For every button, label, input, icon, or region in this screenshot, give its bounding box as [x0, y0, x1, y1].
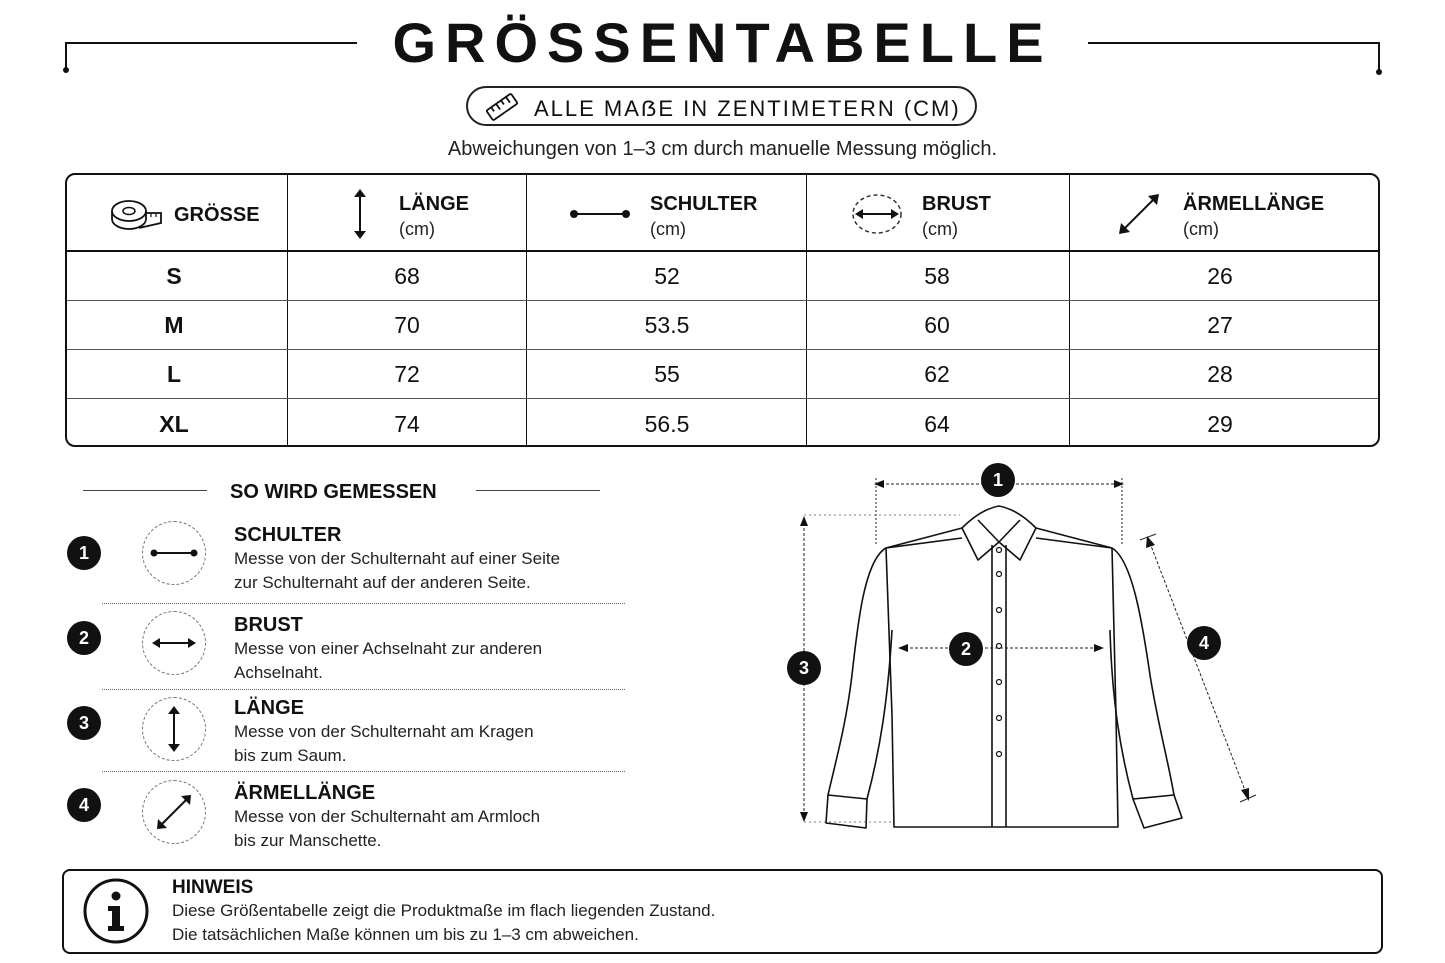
cell-shoulder: 52 — [654, 263, 680, 289]
header-length: LÄNGE — [399, 193, 469, 215]
step-divider — [102, 771, 625, 772]
step-description — [234, 805, 624, 853]
cell-size: M — [164, 312, 184, 338]
vertical-arrow-icon — [165, 704, 183, 754]
step-description — [234, 720, 624, 768]
cell-chest: 58 — [924, 263, 950, 289]
step-title: BRUST — [234, 614, 303, 636]
step-title: LÄNGE — [234, 697, 304, 719]
diagram-marker-2: 2 — [949, 632, 983, 666]
step-divider — [102, 689, 625, 690]
cell-length: 70 — [394, 312, 420, 338]
vertical-arrow-icon — [350, 187, 370, 241]
step-title: SCHULTER — [234, 524, 342, 546]
tape-measure-icon — [109, 197, 163, 231]
step-description-line: zur Schulternaht auf der anderen Seite. — [234, 573, 531, 592]
header-shoulder-unit: (cm) — [650, 219, 686, 239]
diagonal-arrow-icon — [1115, 190, 1163, 238]
diagram-marker-1: 1 — [981, 463, 1015, 497]
header-sleeve-unit: (cm) — [1183, 219, 1219, 239]
size-table — [65, 173, 1380, 447]
diagram-marker-3: 3 — [787, 651, 821, 685]
measure-heading-rule-right — [476, 490, 600, 491]
info-icon — [82, 877, 150, 945]
cell-chest: 60 — [924, 312, 950, 338]
step-description-line: bis zur Manschette. — [234, 831, 382, 850]
step-description-line: Messe von einer Achselnaht zur anderen — [234, 639, 543, 658]
diagram-marker-4: 4 — [1187, 626, 1221, 660]
step-number: 3 — [67, 706, 101, 740]
step-description — [234, 637, 624, 685]
header-size: GRÖSSE — [174, 204, 260, 226]
cell-size: S — [166, 263, 182, 289]
shoulder-line-icon — [150, 546, 198, 560]
ruler-icon — [484, 91, 520, 123]
step-description-line: Messe von der Schulternaht am Armloch — [234, 807, 541, 826]
cell-sleeve: 29 — [1207, 411, 1233, 437]
cell-length: 74 — [394, 411, 420, 437]
cell-length: 68 — [394, 263, 420, 289]
step-description-line: bis zum Saum. — [234, 746, 347, 765]
header-length-unit: (cm) — [399, 219, 435, 239]
cell-shoulder: 53.5 — [644, 312, 690, 338]
step-description-line: Messe von der Schulternaht auf einer Seite — [234, 549, 561, 568]
cell-sleeve: 28 — [1207, 361, 1233, 387]
cell-size: L — [166, 361, 182, 387]
cell-length: 72 — [394, 361, 420, 387]
hint-line: Diese Größentabelle zeigt die Produktmaße im flach liegenden Zustand. — [172, 901, 716, 920]
step-title: ÄRMELLÄNGE — [234, 782, 376, 804]
measure-heading: SO WIRD GEMESSEN — [230, 481, 437, 503]
cell-shoulder: 55 — [654, 361, 680, 387]
step-description-line: Messe von der Schulternaht am Kragen — [234, 722, 534, 741]
chest-circle-icon — [850, 192, 904, 236]
hint-line: Die tatsächlichen Maße können um bis zu 1–3 cm abweichen. — [172, 925, 639, 944]
step-divider — [102, 603, 625, 604]
header-shoulder: SCHULTER — [650, 193, 758, 215]
cell-sleeve: 26 — [1207, 263, 1233, 289]
step-description — [234, 547, 624, 595]
hint-title: HINWEIS — [172, 877, 254, 898]
diagonal-arrow-icon — [154, 792, 194, 832]
step-number: 4 — [67, 788, 101, 822]
step-number: 1 — [67, 536, 101, 570]
step-number: 2 — [67, 621, 101, 655]
shoulder-line-icon — [569, 207, 631, 221]
header-chest: BRUST — [922, 193, 991, 215]
cell-chest: 64 — [924, 411, 950, 437]
measure-heading-rule-left — [83, 490, 207, 491]
units-label: ALLE MAẞE IN ZENTIMETERN (CM) — [534, 96, 961, 121]
cell-sleeve: 27 — [1207, 312, 1233, 338]
cell-chest: 62 — [924, 361, 950, 387]
header-sleeve: ÄRMELLÄNGE — [1183, 193, 1325, 215]
cell-shoulder: 56.5 — [644, 411, 690, 437]
page-title: GRÖSSENTABELLE — [392, 11, 1053, 74]
cell-size: XL — [159, 411, 189, 437]
chest-arrow-icon — [150, 635, 198, 651]
deviation-note: Abweichungen von 1–3 cm durch manuelle Messung möglich. — [447, 138, 998, 160]
header-chest-unit: (cm) — [922, 219, 958, 239]
step-description-line: Achselnaht. — [234, 663, 323, 682]
